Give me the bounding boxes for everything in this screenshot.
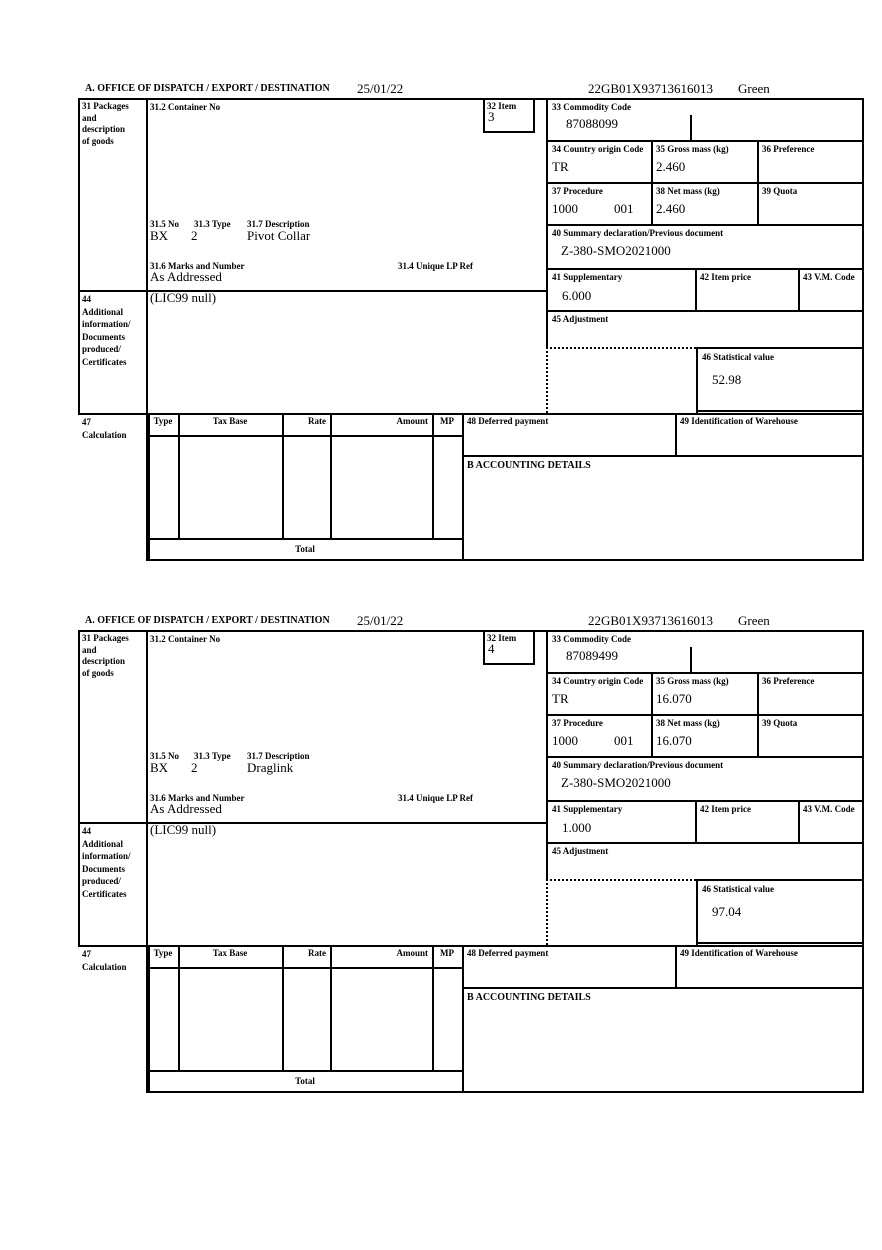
- box48-bottom-border: [462, 455, 864, 457]
- box44-label: [82, 825, 131, 900]
- box44-label-line: Documents: [82, 331, 125, 342]
- box46-left-border: [696, 879, 698, 945]
- package-no-label: 31.5 No: [150, 219, 179, 229]
- outer-left-border: [78, 630, 80, 947]
- col36-left-border: [757, 672, 759, 758]
- procedure-suffix-value: 001: [614, 201, 634, 216]
- item-block-1: [78, 80, 864, 562]
- box32-left-border: [483, 630, 485, 665]
- row41-bottom-border: [546, 842, 864, 844]
- accounting-details-label: B ACCOUNTING DETAILS: [467, 992, 591, 1003]
- col-amount-header: Amount: [396, 416, 428, 426]
- col-mp-header: MP: [440, 948, 454, 958]
- item-number-value: 4: [488, 641, 495, 656]
- statistical-value: 97.04: [712, 904, 742, 919]
- col-taxbase-header: Tax Base: [212, 948, 248, 958]
- calc-col-amount-border: [432, 945, 434, 1070]
- goods-description-value: Pivot Collar: [247, 228, 311, 243]
- unique-lp-ref-label: 31.4 Unique LP Ref: [398, 261, 474, 271]
- box33-bottom-border: [546, 672, 864, 674]
- total-label: Total: [295, 1076, 315, 1086]
- procedure-label: 37 Procedure: [552, 718, 603, 728]
- box44-label-line: information/: [82, 851, 131, 861]
- col42-left-border: [695, 800, 697, 844]
- adjustment-label: 45 Adjustment: [552, 846, 609, 856]
- accounting-details-label: B ACCOUNTING DETAILS: [467, 460, 591, 471]
- calc-col-rate-border: [330, 945, 332, 1070]
- outer-top-border: [78, 630, 864, 632]
- row34-bottom-border: [546, 182, 864, 184]
- box33-bottom-border: [546, 140, 864, 142]
- country-origin-value: TR: [552, 691, 569, 706]
- deferred-payment-label: 48 Deferred payment: [467, 416, 549, 426]
- calc-table-bottom-border: [148, 538, 464, 540]
- box44-label-line: Documents: [82, 863, 125, 874]
- quota-label: 39 Quota: [762, 718, 798, 728]
- col-mp-header: MP: [440, 416, 454, 426]
- dotted-vertical-divider: [546, 347, 548, 413]
- calc-col-taxbase-border: [282, 413, 284, 538]
- package-no-label: 31.5 No: [150, 751, 179, 761]
- box49-left-border: [675, 945, 677, 989]
- package-type-value: 2: [191, 760, 198, 775]
- item-price-label: 42 Item price: [700, 272, 751, 282]
- item-block-2: [78, 612, 864, 1094]
- marks-label: 31.6 Marks and Number: [150, 793, 245, 803]
- supplementary-value: 1.000: [562, 820, 592, 835]
- package-type-value: 2: [191, 228, 198, 243]
- description-label: 31.7 Description: [247, 219, 310, 229]
- box44-label: [82, 293, 131, 368]
- box31-label: [82, 101, 129, 147]
- col-rate-header: Rate: [308, 416, 326, 426]
- box44-label-line: Additional: [82, 838, 124, 849]
- commodity-code-tick: [690, 115, 692, 140]
- package-type-label: 31.3 Type: [194, 219, 231, 229]
- additional-information-value: (LIC99 null): [150, 290, 217, 305]
- dotted-horizontal-divider: [546, 879, 696, 881]
- col36-left-border: [757, 140, 759, 226]
- procedure-value: 1000: [552, 733, 578, 748]
- net-mass-value: 2.460: [656, 201, 686, 216]
- box31-label-line: of goods: [82, 667, 114, 678]
- col35-left-border: [651, 140, 653, 226]
- quota-label: 39 Quota: [762, 186, 798, 196]
- package-type-label: 31.3 Type: [194, 751, 231, 761]
- supplementary-value: 6.000: [562, 288, 592, 303]
- declaration-reference: 22GB01X93713616013: [588, 81, 713, 96]
- deferred-payment-label: 48 Deferred payment: [467, 948, 549, 958]
- package-no-value: BX: [150, 760, 169, 775]
- container-no-label: 31.2 Container No: [150, 102, 221, 112]
- box44-label-line: 44: [82, 826, 91, 836]
- box48-bottom-border: [462, 987, 864, 989]
- outer-bottom-border: [148, 559, 864, 561]
- preference-label: 36 Preference: [762, 676, 815, 686]
- box49-left-border: [675, 413, 677, 457]
- box47-label-line: 47: [82, 417, 91, 427]
- unique-lp-ref-label: 31.4 Unique LP Ref: [398, 793, 474, 803]
- box31-label: [82, 633, 129, 679]
- calc-col-type-border: [178, 945, 180, 1070]
- calc-header-bottom-border: [148, 435, 464, 437]
- box44-top-divider: [78, 822, 548, 824]
- box47-label-line: Calculation: [82, 429, 127, 440]
- box31-label-line: description: [82, 656, 126, 666]
- item-number-value: 3: [488, 109, 495, 124]
- calc-col-amount-border: [432, 413, 434, 538]
- additional-information-value: (LIC99 null): [150, 822, 217, 837]
- statistical-value-label: 46 Statistical value: [702, 884, 774, 894]
- routing-status: Green: [738, 81, 770, 96]
- previous-document-label: 40 Summary declaration/Previous document: [552, 228, 724, 238]
- commodity-code-label: 33 Commodity Code: [552, 634, 631, 644]
- col43-left-border: [798, 800, 800, 844]
- country-origin-value: TR: [552, 159, 569, 174]
- col-amount-header: Amount: [396, 948, 428, 958]
- box46-left-border: [696, 347, 698, 413]
- statistical-value: 52.98: [712, 372, 742, 387]
- box44-label-line: produced/: [82, 876, 121, 886]
- dotted-vertical-divider: [546, 879, 548, 945]
- gross-mass-value: 16.070: [656, 691, 692, 706]
- country-origin-label: 34 Country origin Code: [552, 676, 644, 686]
- box47-label: [82, 416, 127, 441]
- office-of-dispatch-label: A. OFFICE OF DISPATCH / EXPORT / DESTINATION: [85, 83, 330, 94]
- row37-bottom-border: [546, 224, 864, 226]
- net-mass-label: 38 Net mass (kg): [656, 186, 720, 196]
- outer-bottom-border: [148, 1091, 864, 1093]
- total-label: Total: [295, 544, 315, 554]
- item-number-label: 32 Item: [487, 633, 517, 643]
- marks-value: As Addressed: [150, 269, 222, 284]
- col35-left-border: [651, 672, 653, 758]
- box44-label-line: 44: [82, 294, 91, 304]
- box31-label-line: and: [82, 112, 97, 123]
- box44-label-line: produced/: [82, 344, 121, 354]
- col-taxbase-header: Tax Base: [212, 416, 248, 426]
- commodity-code-label: 33 Commodity Code: [552, 102, 631, 112]
- row37-bottom-border: [546, 756, 864, 758]
- box32-left-border: [483, 98, 485, 133]
- box44-top-divider: [78, 290, 548, 292]
- box31-label-line: description: [82, 124, 126, 134]
- box32-bottom-border: [483, 131, 535, 133]
- net-mass-value: 16.070: [656, 733, 692, 748]
- row40-bottom-border: [546, 800, 864, 802]
- net-mass-label: 38 Net mass (kg): [656, 718, 720, 728]
- procedure-value: 1000: [552, 201, 578, 216]
- box32-right-border: [533, 630, 535, 665]
- box46-top-border: [696, 879, 864, 881]
- supplementary-label: 41 Supplementary: [552, 804, 623, 814]
- procedure-suffix-value: 001: [614, 733, 634, 748]
- vm-code-label: 43 V.M. Code: [803, 272, 855, 282]
- gross-mass-label: 35 Gross mass (kg): [656, 676, 729, 686]
- gross-mass-value: 2.460: [656, 159, 686, 174]
- row40-bottom-border: [546, 268, 864, 270]
- vm-code-label: 43 V.M. Code: [803, 804, 855, 814]
- box31-label-line: 31 Packages: [82, 101, 129, 111]
- calc-col-taxbase-border: [282, 945, 284, 1070]
- statistical-value-label: 46 Statistical value: [702, 352, 774, 362]
- col-type-header: Type: [153, 948, 173, 958]
- box47-label: [82, 948, 127, 973]
- box47-label-line: Calculation: [82, 961, 127, 972]
- box47-label-line: 47: [82, 949, 91, 959]
- box46-top-border: [696, 347, 864, 349]
- outer-left-border: [78, 98, 80, 415]
- office-of-dispatch-label: A. OFFICE OF DISPATCH / EXPORT / DESTINATION: [85, 615, 330, 626]
- package-no-value: BX: [150, 228, 169, 243]
- country-origin-label: 34 Country origin Code: [552, 144, 644, 154]
- supplementary-label: 41 Supplementary: [552, 272, 623, 282]
- warehouse-id-label: 49 Identification of Warehouse: [680, 948, 798, 958]
- calc-col-type-border: [178, 413, 180, 538]
- col-type-header: Type: [153, 416, 173, 426]
- box32-right-border: [533, 98, 535, 133]
- container-no-label: 31.2 Container No: [150, 634, 221, 644]
- box32-bottom-border: [483, 663, 535, 665]
- calc-col-rate-border: [330, 413, 332, 538]
- declaration-date: 25/01/22: [357, 81, 404, 96]
- previous-document-value: Z-380-SMO2021000: [561, 243, 671, 258]
- procedure-label: 37 Procedure: [552, 186, 603, 196]
- warehouse-id-label: 49 Identification of Warehouse: [680, 416, 798, 426]
- item-price-label: 42 Item price: [700, 804, 751, 814]
- goods-description-value: Draglink: [247, 760, 294, 775]
- item-number-label: 32 Item: [487, 101, 517, 111]
- box31-label-line: and: [82, 644, 97, 655]
- box44-label-line: Additional: [82, 306, 124, 317]
- preference-label: 36 Preference: [762, 144, 815, 154]
- previous-document-label: 40 Summary declaration/Previous document: [552, 760, 724, 770]
- dotted-horizontal-divider: [546, 347, 696, 349]
- box44-label-line: Certificates: [82, 888, 127, 899]
- commodity-code-tick: [690, 647, 692, 672]
- calc-table-bottom-border: [148, 1070, 464, 1072]
- previous-document-value: Z-380-SMO2021000: [561, 775, 671, 790]
- description-label: 31.7 Description: [247, 751, 310, 761]
- adjustment-label: 45 Adjustment: [552, 314, 609, 324]
- col42-left-border: [695, 268, 697, 312]
- outer-right-border: [862, 98, 864, 561]
- outer-right-border: [862, 630, 864, 1093]
- col-rate-header: Rate: [308, 948, 326, 958]
- routing-status: Green: [738, 613, 770, 628]
- declaration-date: 25/01/22: [357, 613, 404, 628]
- row34-bottom-border: [546, 714, 864, 716]
- marks-label: 31.6 Marks and Number: [150, 261, 245, 271]
- box31-label-line: of goods: [82, 135, 114, 146]
- marks-value: As Addressed: [150, 801, 222, 816]
- box31-label-line: 31 Packages: [82, 633, 129, 643]
- box44-label-line: information/: [82, 319, 131, 329]
- row41-bottom-border: [546, 310, 864, 312]
- box46-bottom-border: [696, 942, 864, 944]
- declaration-reference: 22GB01X93713616013: [588, 613, 713, 628]
- box44-label-line: Certificates: [82, 356, 127, 367]
- outer-top-border: [78, 98, 864, 100]
- col43-left-border: [798, 268, 800, 312]
- commodity-code-value: 87089499: [566, 648, 618, 663]
- box47-top-divider: [78, 945, 864, 947]
- commodity-code-value: 87088099: [566, 116, 618, 131]
- gross-mass-label: 35 Gross mass (kg): [656, 144, 729, 154]
- box46-bottom-border: [696, 410, 864, 412]
- calc-header-bottom-border: [148, 967, 464, 969]
- box47-top-divider: [78, 413, 864, 415]
